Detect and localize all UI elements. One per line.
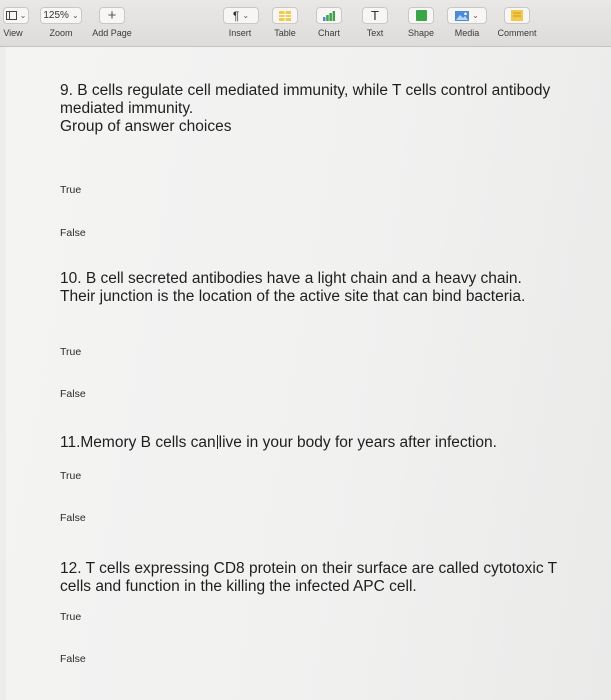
chevron-down-icon: ⌄: [19, 11, 27, 20]
insert-button[interactable]: [223, 7, 259, 24]
chevron-down-icon: ⌄: [472, 11, 479, 20]
question-text-part2: live in your body for years after infection.: [218, 434, 497, 451]
question-text: 10. B cell secreted antibodies have a light chain and a heavy chain. Their junction is the location of the active site that can bind bacteria.: [60, 270, 526, 305]
document-page[interactable]: [6, 47, 611, 700]
choice-true[interactable]: True: [60, 611, 82, 623]
shape-icon: [416, 10, 427, 21]
comment-button[interactable]: [504, 7, 530, 24]
choice-true[interactable]: True: [60, 346, 82, 358]
pilcrow-icon: ¶: [232, 8, 240, 23]
sidebar-view-icon: [6, 11, 17, 20]
table-icon: [279, 11, 291, 21]
comment-label: Comment: [497, 28, 537, 38]
add-page-label: Add Page: [92, 28, 132, 38]
media-label: Media: [454, 28, 480, 38]
view-button[interactable]: [3, 7, 29, 24]
table-label: Table: [274, 28, 296, 38]
question-9: [60, 82, 560, 136]
toolbar: [0, 0, 611, 47]
shape-label: Shape: [407, 28, 435, 38]
add-page-button[interactable]: [99, 7, 125, 24]
comment-icon: [511, 10, 523, 21]
insert-label: Insert: [228, 28, 252, 38]
choice-false[interactable]: False: [60, 388, 86, 400]
chevron-down-icon: ⌄: [242, 11, 250, 20]
choice-false[interactable]: False: [60, 653, 86, 665]
chevron-down-icon: ⌄: [71, 11, 79, 20]
table-button[interactable]: [272, 7, 298, 24]
chart-label: Chart: [317, 28, 341, 38]
zoom-select[interactable]: [40, 7, 82, 24]
media-icon: [455, 11, 469, 21]
question-11: [60, 434, 560, 452]
zoom-value: 125%: [43, 10, 69, 21]
media-button[interactable]: [447, 7, 487, 24]
text-cursor: [217, 435, 218, 449]
choice-false[interactable]: False: [60, 512, 86, 524]
choice-true[interactable]: True: [60, 470, 82, 482]
question-text: 9. B cells regulate cell mediated immunity, while T cells control antibody mediated immunity.: [60, 82, 551, 117]
question-text-part1: 11.Memory B cells can: [60, 434, 216, 451]
text-label: Text: [366, 28, 384, 38]
zoom-label: Zoom: [49, 28, 73, 38]
question-12: [60, 560, 560, 596]
shape-button[interactable]: [408, 7, 434, 24]
chart-icon: [323, 11, 335, 21]
text-button[interactable]: [362, 7, 388, 24]
view-label: View: [3, 28, 23, 38]
choice-true[interactable]: True: [60, 184, 82, 196]
text-icon: T: [371, 8, 379, 23]
question-subtext: Group of answer choices: [60, 118, 232, 135]
plus-icon: +: [107, 7, 117, 24]
question-text: 12. T cells expressing CD8 protein on their surface are called cytotoxic T cells and function in the killing the infected APC cell.: [60, 560, 557, 595]
question-10: [60, 270, 560, 306]
choice-false[interactable]: False: [60, 227, 86, 239]
chart-button[interactable]: [316, 7, 342, 24]
